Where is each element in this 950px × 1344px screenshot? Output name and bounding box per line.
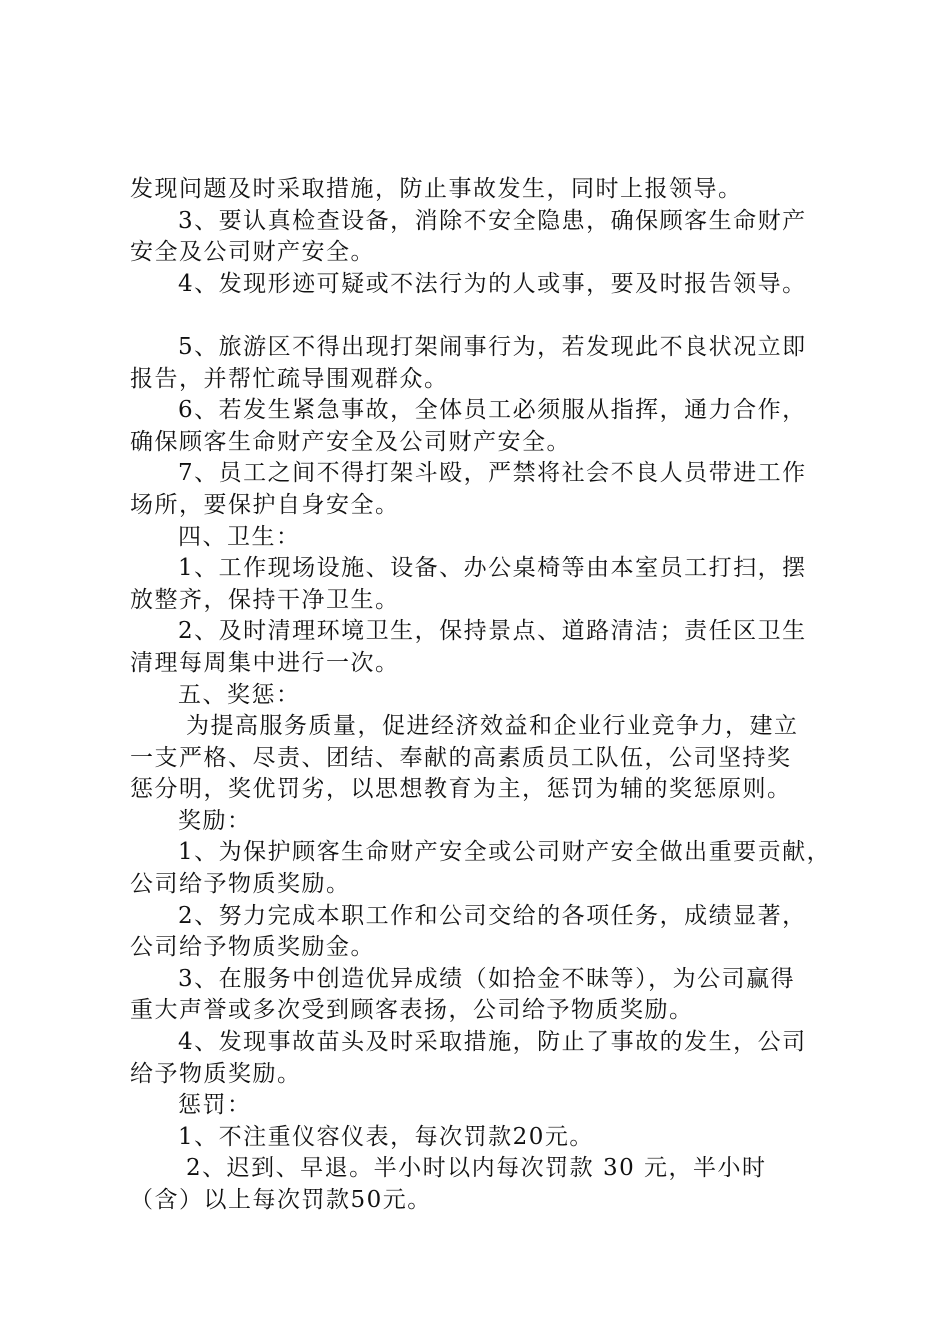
paragraph-line: 2、及时清理环境卫生，保持景点、道路清洁；责任区卫生 bbox=[178, 618, 807, 645]
paragraph-line: 报告，并帮忙疏导围观群众。 bbox=[130, 365, 449, 392]
paragraph-line: 公司给予物质奖励金。 bbox=[130, 934, 375, 961]
paragraph-line: 为提高服务质量，促进经济效益和企业行业竞争力，建立 bbox=[186, 713, 799, 740]
paragraph-line: 一支严格、尽责、团结、奉献的高素质员工队伍，公司坚持奖 bbox=[130, 744, 792, 771]
paragraph-line: 放整齐，保持干净卫生。 bbox=[130, 586, 400, 613]
paragraph-line: 1、为保护顾客生命财产安全或公司财产安全做出重要贡献， bbox=[178, 839, 832, 866]
paragraph-line: 清理每周集中进行一次。 bbox=[130, 649, 400, 676]
paragraph-line: 7、员工之间不得打架斗殴，严禁将社会不良人员带进工作 bbox=[178, 460, 807, 487]
blank-line bbox=[130, 300, 835, 332]
subsection-heading: 奖励： bbox=[178, 807, 252, 834]
paragraph-line: 3、在服务中创造优异成绩（如拾金不昧等），为公司赢得 bbox=[178, 965, 796, 992]
paragraph-line: 场所，要保护自身安全。 bbox=[130, 491, 400, 518]
paragraph-line: 2、迟到、早退。半小时以内每次罚款 30 元，半小时 bbox=[186, 1155, 767, 1182]
paragraph-line: 发现问题及时采取措施，防止事故发生，同时上报领导。 bbox=[130, 176, 743, 202]
paragraph-line: （含）以上每次罚款50元。 bbox=[130, 1187, 432, 1213]
paragraph-line: 5、旅游区不得出现打架闹事行为，若发现此不良状况立即 bbox=[178, 333, 807, 360]
section-heading: 四、卫生： bbox=[178, 523, 301, 550]
paragraph-line: 3、要认真检查设备，消除不安全隐患，确保顾客生命财产 bbox=[178, 207, 807, 234]
paragraph-line: 2、努力完成本职工作和公司交给的各项任务，成绩显著， bbox=[178, 902, 807, 929]
paragraph-line: 1、工作现场设施、设备、办公桌椅等由本室员工打扫，摆 bbox=[178, 555, 807, 582]
paragraph-line: 重大声誉或多次受到顾客表扬，公司给予物质奖励。 bbox=[130, 997, 694, 1024]
paragraph-line: 4、发现事故苗头及时采取措施，防止了事故的发生，公司 bbox=[178, 1029, 807, 1056]
paragraph-line: 确保顾客生命财产安全及公司财产安全。 bbox=[130, 428, 571, 455]
paragraph-line: 4、发现形迹可疑或不法行为的人或事，要及时报告领导。 bbox=[178, 270, 807, 297]
document-body bbox=[130, 174, 835, 1217]
paragraph-line: 给予物质奖励。 bbox=[130, 1060, 302, 1087]
subsection-heading: 惩罚： bbox=[178, 1092, 252, 1119]
paragraph-line: 公司给予物质奖励。 bbox=[130, 871, 351, 898]
paragraph-line: 1、不注重仪容仪表，每次罚款20元。 bbox=[178, 1123, 594, 1150]
paragraph-line: 惩分明，奖优罚劣，以思想教育为主，惩罚为辅的奖惩原则。 bbox=[130, 776, 792, 803]
paragraph-line: 6、若发生紧急事故，全体员工必须服从指挥，通力合作， bbox=[178, 397, 807, 424]
paragraph-line: 安全及公司财产安全。 bbox=[130, 239, 375, 266]
section-heading: 五、奖惩： bbox=[178, 681, 301, 708]
